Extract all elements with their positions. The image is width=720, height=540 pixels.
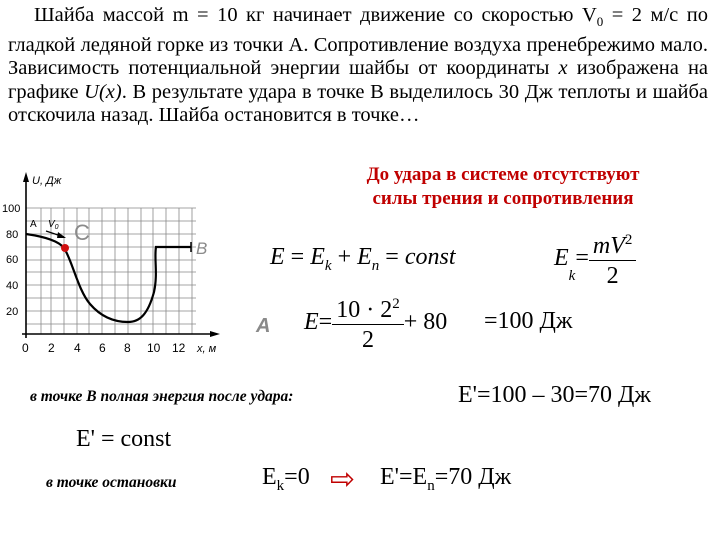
x-tick: 4 [74, 341, 81, 355]
graph-label-a: A [30, 219, 37, 230]
x-axis-label: x, м [197, 343, 217, 355]
final-energy: $E'=E_n=70$ Дж [380, 464, 512, 494]
problem-text-1: Шайба массой m = 10 кг начинает движение со скоростью V [34, 4, 597, 26]
x-tick: 0 [22, 341, 29, 355]
x-tick: 2 [48, 341, 55, 355]
formula-calculation: E = $\frac{10 \cdot 2^2}{2}$ + 80 [304, 290, 447, 355]
problem-func-ux: U(x) [84, 80, 122, 103]
y-tick: 100 [2, 203, 21, 215]
y-axis-arrow-icon [23, 172, 29, 182]
formula-energy-conservation: $E = E_k + E_n$ = const [270, 244, 456, 274]
graph-label-b: B [196, 239, 208, 258]
formula-kinetic-energy: E $_k$ = $\frac{mV^2}{2}$ [554, 226, 636, 291]
graph-label-c: C [74, 220, 90, 245]
note-no-friction [318, 163, 688, 211]
x-axis-arrow-icon [210, 331, 220, 337]
stop-point-label: в точке остановки [46, 474, 177, 491]
v0-subscript: 0 [596, 14, 604, 30]
x-tick-labels [22, 341, 186, 355]
y-tick: 40 [6, 280, 19, 292]
problem-statement [8, 4, 708, 128]
right-arrow-icon: ⇨ [330, 462, 356, 497]
x-tick: 12 [172, 341, 186, 355]
problem-text-4: . В результате удара в точке B выделилось 30 Дж теплоты и шайба отскочила назад. Шайба остановится в точке… [8, 80, 708, 127]
graph-label-a-outside: A [256, 315, 271, 337]
potential-energy-graph [0, 172, 300, 362]
note-line-2: силы трения и сопротивления [372, 188, 634, 209]
problem-var-x: x [558, 57, 568, 80]
y-tick-labels [2, 203, 20, 318]
x-tick: 8 [124, 341, 131, 355]
note-line-1: До удара в системе отсутствуют [366, 164, 640, 185]
y-tick: 20 [6, 306, 19, 318]
calc-result: =100 Дж [484, 308, 573, 334]
after-impact-value: E'=100 – 30=70 Дж [458, 382, 652, 408]
ek-zero: $E_k=0$ [262, 464, 310, 494]
energy-const-after: E' = const [76, 426, 172, 452]
problem-text-2: = 2 м/с по гладкой ледяной горке из точки A. Сопротивление воздуха пренебрежимо мало. Зависимость потенциальной энергии шайбы от координаты [8, 4, 708, 80]
y-axis-label: U, Дж [32, 175, 62, 187]
problem-text-3: изображена на графике [8, 57, 709, 103]
x-tick: 6 [99, 341, 106, 355]
point-c-marker [61, 244, 69, 252]
graph-label-v0: $V_0$ [48, 219, 59, 231]
after-impact-label: в точке В полная энергия после удара: [30, 388, 294, 405]
x-tick: 10 [147, 341, 161, 355]
velocity-arrowhead-icon [57, 232, 66, 238]
y-tick: 60 [6, 254, 19, 266]
y-tick: 80 [6, 229, 19, 241]
